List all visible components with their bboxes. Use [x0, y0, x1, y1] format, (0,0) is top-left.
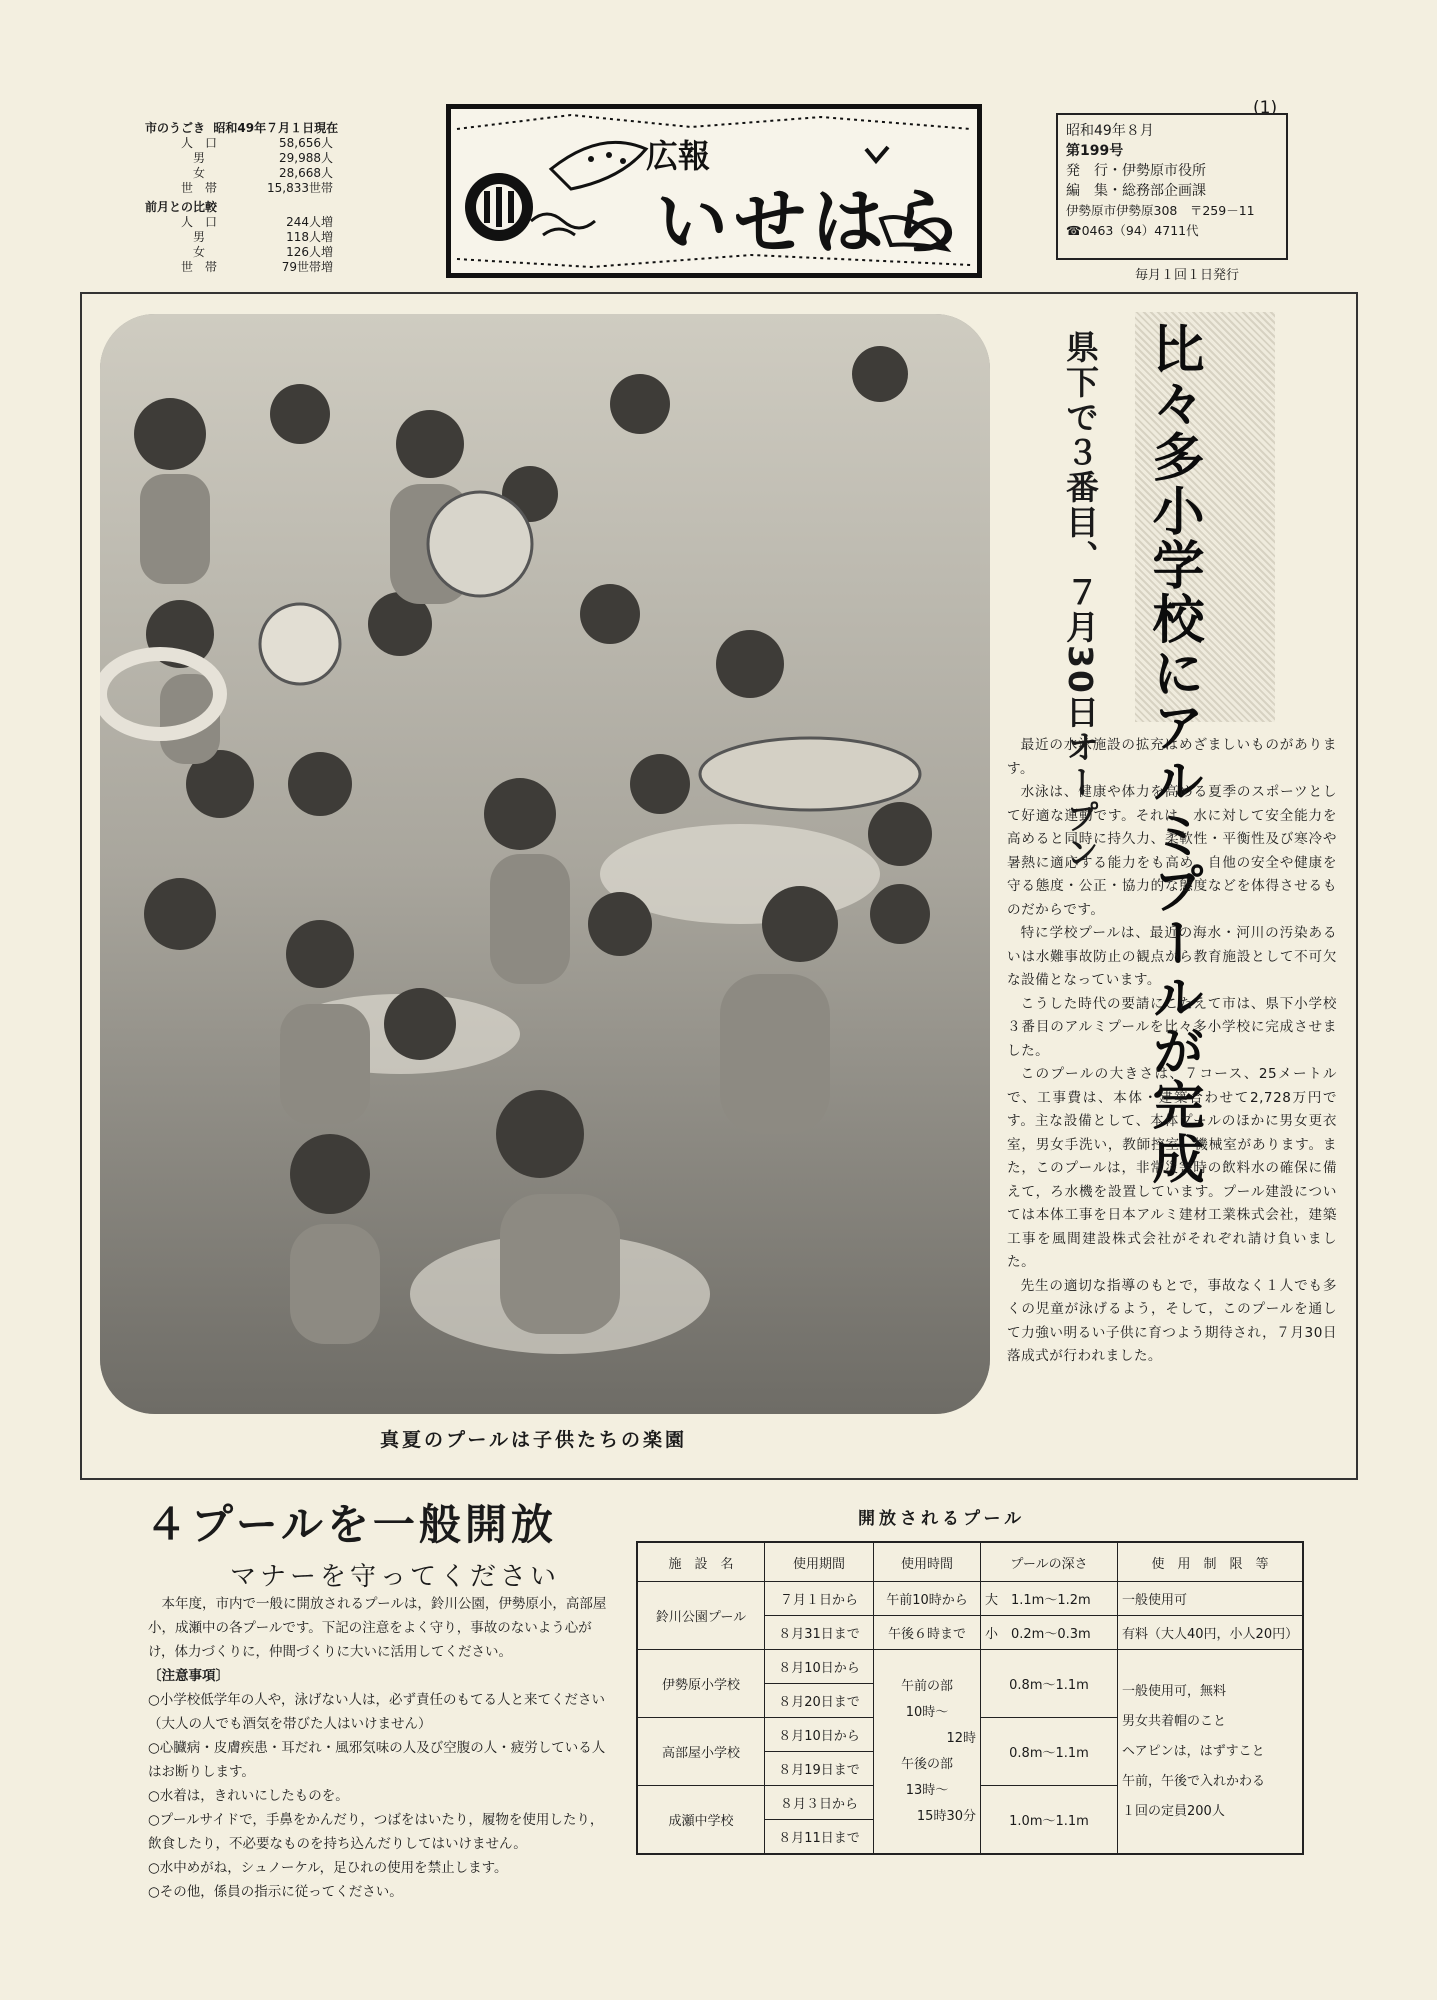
- table-header-cell: 施 設 名: [637, 1542, 765, 1582]
- city-emblem: [465, 173, 533, 241]
- depth-cell: 1.0m～1.1m: [981, 1786, 1118, 1855]
- table-header-cell: 使 用 制 限 等: [1118, 1542, 1304, 1582]
- period-start: ７月１日から: [765, 1582, 874, 1616]
- stats-row: [145, 136, 385, 151]
- period-start: ８月10日から: [765, 1718, 874, 1752]
- pool-note: ○水中めがね，シュノーケル，足ひれの使用を禁止します。: [148, 1860, 508, 1876]
- stats-label: 人 口: [180, 136, 217, 150]
- school-limit-line: ヘアピンは，はずすこと: [1122, 1743, 1265, 1759]
- stats-label: 女: [192, 166, 205, 180]
- school-time-line: 午前の部: [900, 1678, 953, 1694]
- stats-value: 15,833世帯: [267, 181, 333, 195]
- issue-date: 昭和49年８月: [1066, 123, 1154, 139]
- limit-cell: 有料（大人40円，小人20円）: [1118, 1616, 1304, 1650]
- limit-cell: 一般使用可: [1118, 1582, 1304, 1616]
- school-time-line: 12時: [946, 1730, 976, 1746]
- school-limit-line: 一般使用可，無料: [1122, 1683, 1227, 1699]
- photo-caption: 真夏のプールは子供たちの楽園: [380, 1429, 688, 1451]
- period-start: ８月10日から: [765, 1650, 874, 1684]
- stats-row: [145, 181, 385, 196]
- stats-heading-label: 市のうごき: [145, 121, 206, 135]
- facility-name: 成瀬中学校: [637, 1786, 765, 1855]
- stats-label: 世 帯: [180, 181, 217, 195]
- pool-note: ○その他，係員の指示に従ってください。: [148, 1884, 403, 1900]
- table-header-cell: 使用時間: [874, 1542, 981, 1582]
- headline-subtitle: 県下で３番目、７月30日オープン: [1061, 330, 1100, 870]
- table-header-row: [637, 1542, 1303, 1582]
- masthead-artwork: [451, 109, 977, 273]
- masthead-kicker: 広報: [646, 137, 711, 175]
- beach-ball-icon: [428, 492, 532, 596]
- stats-value: 58,656人: [279, 136, 333, 150]
- period-end: ８月19日まで: [765, 1752, 874, 1786]
- school-time-line: 15時30分: [916, 1808, 976, 1824]
- school-time-cell: [874, 1650, 981, 1855]
- period-end: ８月11日まで: [765, 1820, 874, 1855]
- article-paragraph: このプールの大きさは、７コース、25メートルで、工事費は、本体・建築合わせて2,728万円です。主な設備として、本体プールのほかに男女更衣室，男女手洗い，教師控室，機械室があります。また，このプールは，非常災害時の飲料水の確保に備えて，ろ水機を設置しています。プール建設については本体工事を日本アルミ建材工業株式会社，建築工事を風間建設株式会社がそれぞれ請け負いました。: [1007, 1066, 1337, 1270]
- headline-title: 比々多小学校にアルミプールが完成: [1143, 322, 1203, 1186]
- pool-notice-subtitle: マナーを守ってください: [230, 1562, 561, 1592]
- stats-value: 79世帯増: [281, 260, 333, 274]
- masthead-logo: [446, 104, 982, 278]
- period-end: ８月31日まで: [765, 1616, 874, 1650]
- article-paragraph: 水泳は、健康や体力を高める夏季のスポーツとして好適な運動です。それは、水に対して安全能力を高めると同時に持久力、柔軟性・平衡性及び寒冷や暑熱に適応する能力をも高め、自他の安全や健康を守る態度・公正・協力的な態度などを体得させるものだからです。: [1007, 784, 1337, 918]
- table-header-cell: 使用期間: [765, 1542, 874, 1582]
- city-stats: [145, 121, 385, 275]
- photo-image: [100, 314, 990, 1414]
- period-end: ８月20日まで: [765, 1684, 874, 1718]
- stats-heading-date: 昭和49年７月１日現在: [213, 121, 339, 135]
- article-body: [1007, 734, 1337, 1369]
- stats-compare-row: [145, 245, 385, 260]
- stats-compare-row: [145, 215, 385, 230]
- stats-label: 女: [192, 245, 205, 259]
- school-time-line: 午後の部: [900, 1756, 953, 1772]
- stats-label: 男: [192, 230, 205, 244]
- depth-cell: 0.8m～1.1m: [981, 1718, 1118, 1786]
- table-row: [637, 1650, 1303, 1684]
- publication-frequency: 毎月１回１日発行: [1135, 268, 1240, 283]
- issue-publisher: 発 行・伊勢原市役所: [1066, 163, 1206, 179]
- facility-name: 伊勢原小学校: [637, 1650, 765, 1718]
- stats-value: 126人増: [286, 245, 333, 259]
- swimmer-illustration-icon: [531, 142, 646, 235]
- article-paragraph: こうした時代の要請にこたえて市は、県下小学校３番目のアルミプールを比々多小学校に完成させました。: [1007, 995, 1337, 1059]
- stats-compare-row: [145, 260, 385, 275]
- issue-editor: 編 集・総務部企画課: [1066, 183, 1206, 199]
- page-number: (1): [1253, 98, 1278, 118]
- school-limit-line: １回の定員200人: [1122, 1803, 1225, 1819]
- school-time-line: 13時～: [905, 1782, 949, 1798]
- school-limit-line: 午前，午後で入れかわる: [1122, 1773, 1266, 1789]
- pool-notice-title: ４プールを一般開放: [145, 1500, 557, 1549]
- facility-name: 高部屋小学校: [637, 1718, 765, 1786]
- time-start: 午前10時から: [874, 1582, 981, 1616]
- pool-note: ○プールサイドで，手鼻をかんだり，つばをはいたり，履物を使用したり，飲食したり，不必要なものを持ち込んだりしてはいけません。: [148, 1812, 604, 1852]
- depth-large: 大 1.1m～1.2m: [981, 1582, 1118, 1616]
- masthead-title: いせはら: [656, 179, 969, 264]
- facility-name: 鈴川公園プール: [637, 1582, 765, 1650]
- stats-label: 男: [192, 151, 205, 165]
- stats-compare-heading: 前月との比較: [145, 200, 218, 214]
- stats-row: [145, 166, 385, 181]
- pool-note: ○水着は，きれいにしたものを。: [148, 1788, 349, 1804]
- article-paragraph: 先生の適切な指導のもとで，事故なく１人でも多くの児童が泳げるよう，そして，このプールを通して力強い明るい子供に育つよう期待され，７月30日落成式が行われました。: [1007, 1277, 1337, 1364]
- issue-info-box: [1056, 113, 1288, 260]
- stats-value: 29,988人: [279, 151, 333, 165]
- stats-value: 118人増: [286, 230, 333, 244]
- stats-value: 244人増: [286, 215, 333, 229]
- issue-phone: ☎0463（94）4711代: [1066, 223, 1199, 238]
- depth-small: 小 0.2m～0.3m: [981, 1616, 1118, 1650]
- pool-table-title: 開放されるプール: [858, 1509, 1026, 1529]
- school-limit-line: 男女共着帽のこと: [1122, 1713, 1227, 1729]
- table-row: [637, 1582, 1303, 1616]
- stats-label: 人 口: [180, 215, 217, 229]
- pool-note: ○小学校低学年の人や，泳げない人は，必ず責任のもてる人と来てください（大人の人でも酒気を帯びた人はいけません）: [148, 1692, 606, 1732]
- table-header-cell: プールの深さ: [981, 1542, 1118, 1582]
- issue-number: 第199号: [1066, 143, 1124, 159]
- pool-note: ○心臓病・皮膚疾患・耳だれ・風邪気味の人及び空腹の人・疲労している人はお断りします。: [148, 1740, 606, 1780]
- pool-notes-heading: 〔注意事項〕: [148, 1668, 229, 1684]
- stats-label: 世 帯: [180, 260, 217, 274]
- period-start: ８月３日から: [765, 1786, 874, 1820]
- article-paragraph: 最近の水泳施設の拡充はめざましいものがあります。: [1007, 737, 1337, 777]
- pool-notice-intro: 本年度，市内で一般に開放されるプールは，鈴川公園，伊勢原小，高部屋小，成瀬中の各プールです。下記の注意をよく守り，事故のないよう心がけ，体力づくりに，仲間づくりに大いに活用してください。: [148, 1596, 607, 1660]
- article-paragraph: 特に学校プールは、最近の海水・河川の汚染あるいは水難事故防止の観点から教育施設として不可欠な設備となっています。: [1007, 925, 1337, 988]
- pool-schedule-table: [636, 1541, 1304, 1855]
- pool-children-photo: [100, 314, 990, 1414]
- time-end: 午後６時まで: [874, 1616, 981, 1650]
- stats-heading: [145, 121, 385, 136]
- stats-value: 28,668人: [279, 166, 333, 180]
- depth-cell: 0.8m～1.1m: [981, 1650, 1118, 1718]
- stats-row: [145, 151, 385, 166]
- stats-compare-row: [145, 230, 385, 245]
- pool-notice-body: [148, 1592, 608, 1904]
- school-time-line: 10時～: [905, 1704, 949, 1720]
- school-limits-cell: [1118, 1650, 1304, 1855]
- issue-address: 伊勢原市伊勢原308 〒259－11: [1066, 203, 1255, 218]
